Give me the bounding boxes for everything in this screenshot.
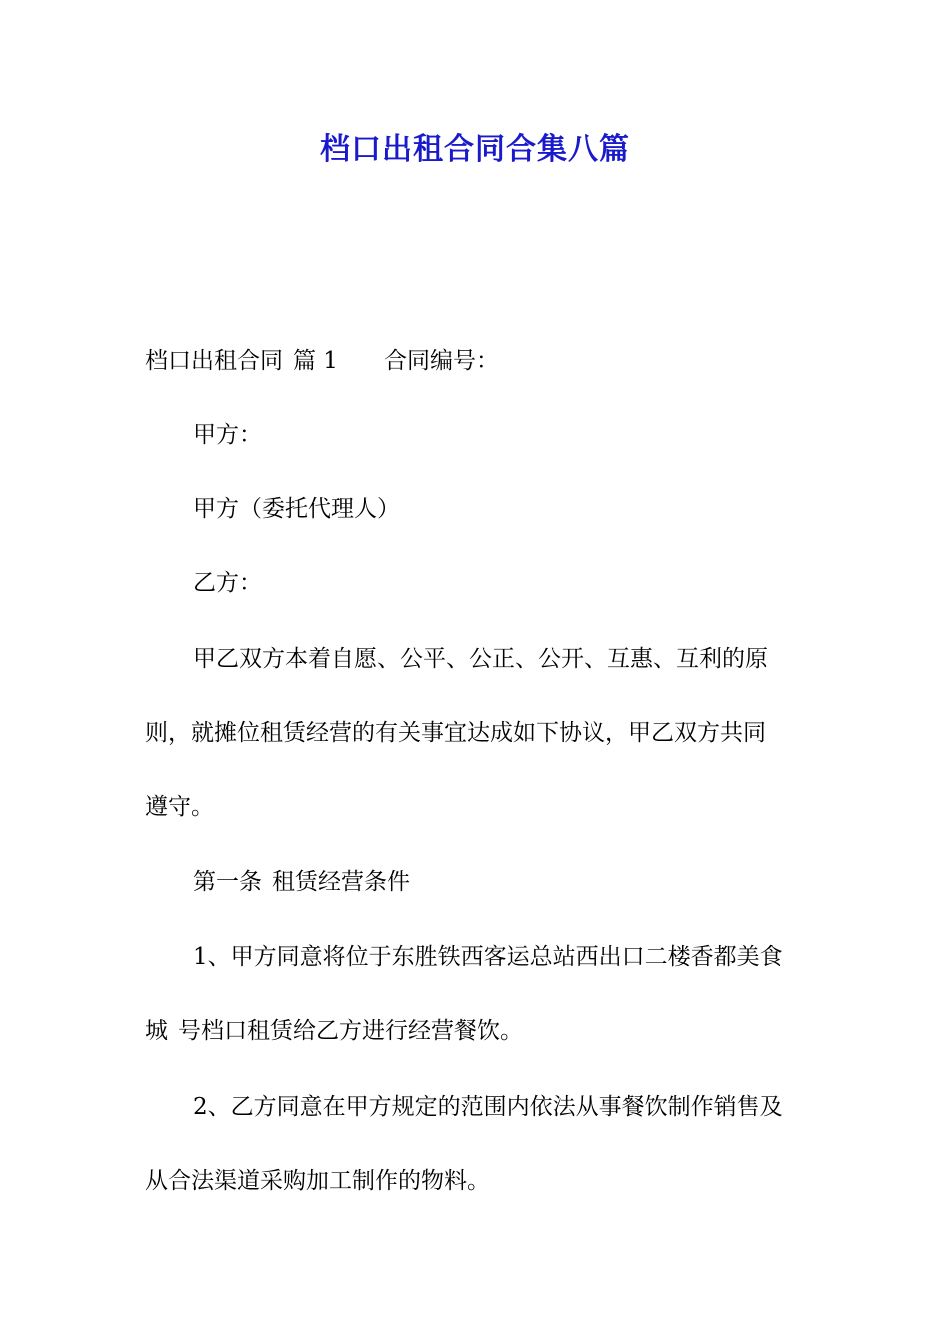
party-a-label: 甲方： bbox=[193, 422, 262, 448]
clause-1-line-2-start: 城 bbox=[145, 1018, 168, 1044]
clause-1-line-2-rest: 号档口租赁给乙方进行经营餐饮。 bbox=[178, 1018, 523, 1044]
article-1-heading bbox=[193, 867, 410, 897]
contract-name: 档口出租合同 bbox=[145, 348, 283, 374]
preamble-line-3: 遵守。 bbox=[145, 794, 214, 820]
contract-header-line bbox=[145, 346, 499, 376]
preamble-line-1: 甲乙双方本着自愿、公平、公正、公开、互惠、互利的原 bbox=[193, 646, 768, 672]
party-b-label: 乙方： bbox=[193, 570, 262, 596]
article-1-label: 第一条 bbox=[193, 869, 262, 895]
party-a-agent-label: 甲方（委托代理人） bbox=[193, 496, 400, 522]
clause-2-line-2: 从合法渠道采购加工制作的物料。 bbox=[145, 1168, 490, 1194]
contract-part: 篇 1 bbox=[293, 348, 338, 374]
preamble-line-2: 则，就摊位租赁经营的有关事宜达成如下协议，甲乙双方共同 bbox=[145, 720, 766, 746]
article-1-title: 租赁经营条件 bbox=[272, 869, 410, 895]
clause-1-line-1: 1、甲方同意将位于东胜铁西客运总站西出口二楼香都美食 bbox=[193, 944, 783, 970]
contract-number-label: 合同编号： bbox=[383, 348, 499, 374]
document-title: 档口出租合同合集八篇 bbox=[320, 132, 630, 167]
clause-1-line-2 bbox=[145, 1016, 523, 1046]
clause-2-line-1: 2、乙方同意在甲方规定的范围内依法从事餐饮制作销售及 bbox=[193, 1094, 783, 1120]
